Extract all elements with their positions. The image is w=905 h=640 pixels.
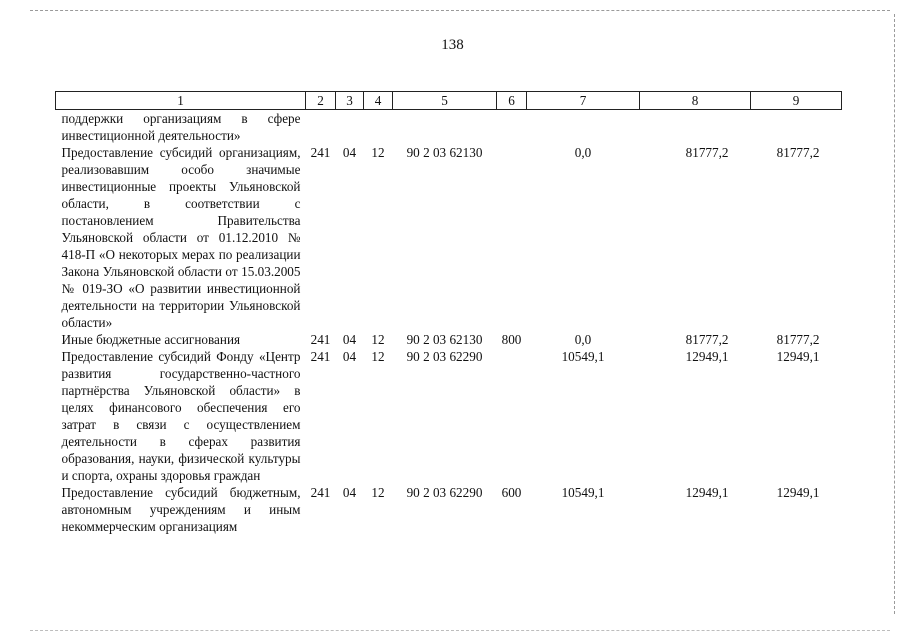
cell-c6 — [497, 110, 527, 145]
cell-c8: 81777,2 — [685, 145, 729, 160]
cell-c8: 81777,2 — [685, 332, 729, 347]
row-name: Предоставление субсидий бюджетным, автономным учреждениям и иным некоммерческим организациям — [61, 485, 301, 534]
cell-c9: 81777,2 — [776, 332, 820, 347]
cell-c7: 10549,1 — [561, 349, 605, 364]
cell-c8 — [640, 110, 751, 145]
page-number: 138 — [441, 37, 464, 53]
cell-c7: 0,0 — [574, 145, 592, 160]
cell-c4: 12 — [371, 332, 385, 347]
cell-c5: 90 2 03 62290 — [406, 349, 483, 364]
cell-c6: 800 — [501, 332, 522, 347]
cell-c5: 90 2 03 62130 — [406, 332, 483, 347]
column-header: 4 — [364, 92, 393, 110]
column-header: 9 — [751, 92, 842, 110]
row-name: Предоставление субсидий Фонду «Центр развития государственно-частного партнёрства Ульяновской области» в целях финансового обеспечения его затрат в связи с осуществлением деятельности в сферах развития образования, науки, физической культуры и спорта, охраны здоровья граждан — [61, 349, 301, 483]
cell-c4: 12 — [371, 349, 385, 364]
cell-c5 — [393, 110, 497, 145]
cell-c9: 12949,1 — [776, 349, 820, 364]
page-edge-bottom — [30, 630, 890, 631]
table-row — [56, 484, 842, 535]
budget-table — [55, 91, 842, 535]
column-header: 1 — [56, 92, 306, 110]
cell-c4: 12 — [371, 145, 385, 160]
cell-c3: 04 — [342, 145, 357, 160]
cell-c2 — [306, 110, 336, 145]
cell-c3: 04 — [342, 332, 357, 347]
cell-c3 — [336, 110, 364, 145]
cell-c4 — [364, 110, 393, 145]
row-name: Предоставление субсидий организациям, реализовавшим особо значимые инвестиционные проекты Ульяновской области, в соответствии с постановлением Правительства Ульяновской области от 01.12.2010 № 418-П «О некоторых мерах по реализации Закона Ульяновской области от 15.03.2005 № 019-ЗО «О развитии инвестиционной деятельности на территории Ульяновской области» — [61, 145, 301, 330]
cell-c7: 0,0 — [574, 332, 592, 347]
column-header: 7 — [527, 92, 640, 110]
column-header: 3 — [336, 92, 364, 110]
page-edge-right — [894, 14, 895, 614]
cell-c5: 90 2 03 62130 — [406, 145, 483, 160]
page-edge-top — [30, 10, 890, 11]
cell-c2: 241 — [310, 332, 331, 347]
table-header-row — [56, 92, 842, 110]
cell-c6 — [497, 144, 527, 331]
cell-c8: 12949,1 — [685, 349, 729, 364]
column-header: 6 — [497, 92, 527, 110]
cell-c8: 12949,1 — [685, 485, 729, 500]
cell-c2: 241 — [310, 145, 331, 160]
cell-c3: 04 — [342, 349, 357, 364]
row-name: Иные бюджетные ассигнования — [61, 332, 241, 347]
table-row — [56, 331, 842, 348]
cell-c5: 90 2 03 62290 — [406, 485, 483, 500]
cell-c9: 12949,1 — [776, 485, 820, 500]
column-header: 5 — [393, 92, 497, 110]
table-row — [56, 144, 842, 331]
table-row — [56, 110, 842, 145]
column-header: 2 — [306, 92, 336, 110]
column-header: 8 — [640, 92, 751, 110]
cell-c7: 10549,1 — [561, 485, 605, 500]
cell-c9: 81777,2 — [776, 145, 820, 160]
cell-c2: 241 — [310, 485, 331, 500]
cell-c3: 04 — [342, 485, 357, 500]
cell-c7 — [527, 110, 640, 145]
cell-c6 — [497, 348, 527, 484]
table-row — [56, 348, 842, 484]
cell-c6: 600 — [501, 485, 522, 500]
row-name: поддержки организациям в сфере инвестиционной деятельности» — [61, 111, 301, 143]
cell-c2: 241 — [310, 349, 331, 364]
cell-c4: 12 — [371, 485, 385, 500]
cell-c9 — [751, 110, 842, 145]
